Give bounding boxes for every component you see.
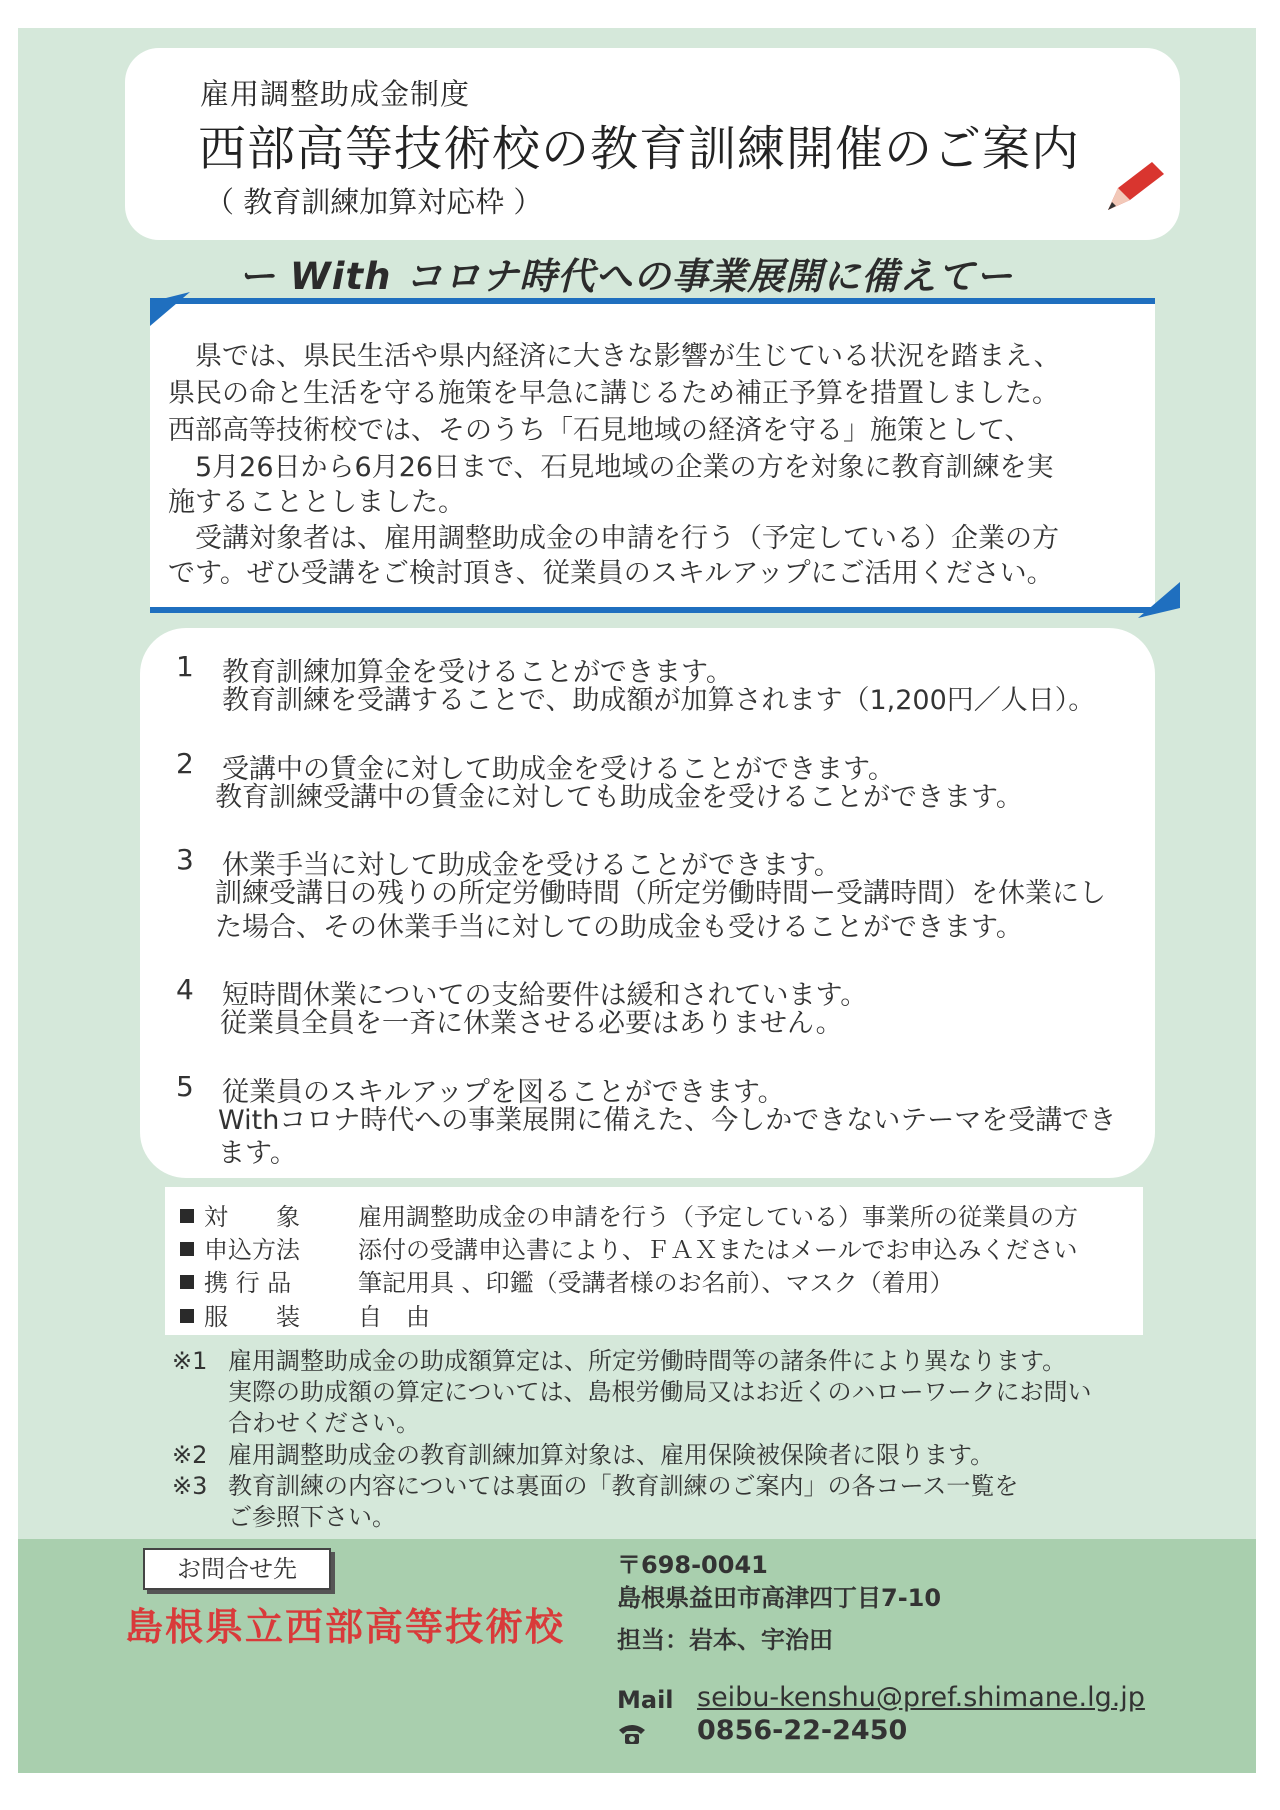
info-label: 携 行 品 [204,1269,292,1297]
benefit-heading: 休業手当に対して助成金を受けることができます。 [222,850,841,881]
header-frame-note: （ 教育訓練加算対応枠 ） [205,185,543,219]
postal-code: 〒698-0041 [617,1551,768,1579]
benefit-detail: た場合、その休業手当に対しての助成金も受けることができます。 [215,912,1023,943]
corner-accent-bottom-right [1130,582,1180,618]
mail-label: Mail [617,1686,674,1714]
benefit-detail: 従業員全員を一斉に休業させる必要はありません。 [220,1008,843,1039]
info-label: 服 装 [204,1303,300,1331]
benefit-number: 2 [176,747,194,780]
benefit-heading: 教育訓練加算金を受けることができます。 [222,657,733,688]
benefit-detail: ます。 [218,1138,297,1169]
note-line: 教育訓練の内容については裏面の「教育訓練のご案内」の各コース一覧を [228,1472,1019,1500]
benefit-number: 5 [176,1070,194,1103]
info-label: 対 象 [204,1203,300,1231]
benefit-detail: 教育訓練を受講することで、助成額が加算されます（1,200円／人日）。 [222,685,1096,716]
note-line: ご参照下さい。 [228,1503,396,1531]
intro-line: です。ぜひ受講をご検討頂き、従業員のスキルアップにご活用ください。 [168,558,1054,589]
info-row-application [180,1230,1078,1265]
intro-line: 施することとしました。 [168,487,465,518]
bullet-square-icon [180,1242,194,1256]
benefit-detail: 訓練受講日の残りの所定労働時間（所定労働時間ー受講時間）を休業にし [215,878,1106,909]
benefit-number: 3 [176,843,194,876]
info-row-attire [180,1297,430,1332]
bullet-square-icon [180,1309,194,1323]
intro-line: 西部高等技術校では、そのうち「石見地域の経済を守る」施策として、 [168,415,1032,446]
slogan: ー With コロナ時代への事業展開に備えてー [238,255,1014,298]
phone-number: 0856-22-2450 [697,1715,908,1746]
benefit-heading: 短時間休業についての支給要件は緩和されています。 [222,980,868,1011]
contact-person: 担当：岩本、宇治田 [617,1626,833,1654]
note-line: 実際の助成額の算定については、島根労働局又はお近くのハローワークにお問い [228,1378,1092,1406]
benefit-number: 1 [176,650,194,683]
pencil-icon [1100,158,1170,218]
info-row-items [180,1263,954,1298]
benefit-heading: 受講中の賃金に対して助成金を受けることができます。 [222,754,895,785]
note-mark: ※1 [172,1347,208,1375]
school-name: 島根県立西部高等技術校 [125,1605,566,1649]
bullet-square-icon [180,1275,194,1289]
address: 島根県益田市高津四丁目7-10 [617,1584,942,1612]
info-row-target [180,1197,1078,1232]
phone-icon [617,1722,647,1746]
corner-accent-top-left [150,292,198,326]
info-label: 申込方法 [204,1236,300,1264]
page-title: 西部高等技術校の教育訓練開催のご案内 [198,121,1081,177]
intro-line: 県では、県民生活や県内経済に大きな影響が生じている状況を踏まえ、 [168,341,1061,372]
benefit-number: 4 [176,973,194,1006]
note-mark: ※2 [172,1441,208,1469]
intro-line: 県民の命と生活を守る施策を早急に講じるため補正予算を措置しました。 [168,378,1059,409]
email-link[interactable]: seibu-kenshu@pref.shimane.lg.jp [697,1682,1145,1713]
bullet-square-icon [180,1209,194,1223]
info-value: 添付の受講申込書により、ＦＡＸまたはメールでお申込みください [358,1236,1078,1264]
contact-label: お問合せ先 [143,1548,331,1590]
intro-line: 5月26日から6月26日まで、石見地域の企業の方を対象に教育訓練を実 [168,452,1054,483]
info-value: 雇用調整助成金の申請を行う（予定している）事業所の従業員の方 [358,1203,1078,1231]
note-line: 雇用調整助成金の助成額算定は、所定労働時間等の諸条件により異なります。 [228,1347,1067,1375]
note-mark: ※3 [172,1472,208,1500]
benefit-heading: 従業員のスキルアップを図ることができます。 [222,1077,785,1108]
header-subtitle: 雇用調整助成金制度 [200,77,471,111]
info-value: 筆記用具 、印鑑（受講者様のお名前）、マスク（着用） [358,1269,954,1297]
info-value: 自 由 [358,1303,430,1331]
benefit-detail: Withコロナ時代への事業展開に備えた、今しかできないテーマを受講でき [218,1105,1117,1136]
note-line: 雇用調整助成金の教育訓練加算対象は、雇用保険被保険者に限ります。 [228,1441,995,1469]
benefit-detail: 教育訓練受講中の賃金に対しても助成金を受けることができます。 [215,782,1023,813]
note-line: 合わせください。 [228,1409,420,1437]
intro-line: 受講対象者は、雇用調整助成金の申請を行う（予定している）企業の方 [168,523,1059,554]
